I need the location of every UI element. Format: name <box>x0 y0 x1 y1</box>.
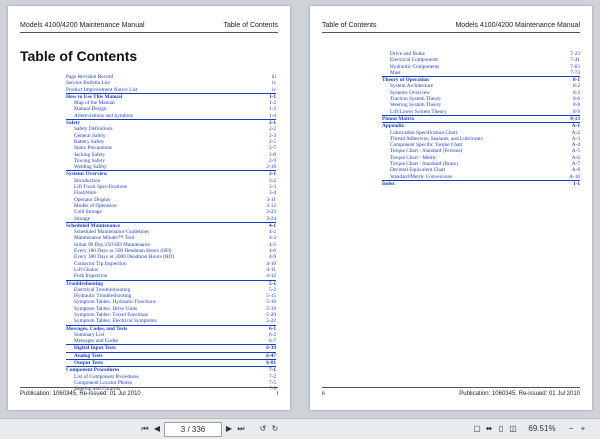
toc-entry-title: Map of the Manual <box>74 100 115 107</box>
toc-entry-title: Symptom Tables: Drive Units <box>74 305 138 312</box>
toc-entry-title: Lift Truck Specifications <box>74 184 127 191</box>
toc-section-entry[interactable] <box>66 93 276 100</box>
toc-entry-title: Product Improvement Notice List <box>66 86 138 93</box>
toc-entry-page: A-3 <box>571 135 580 142</box>
toc-entry-page: 7-5 <box>268 379 276 386</box>
fit-width-icon[interactable]: ⬌ <box>485 424 493 433</box>
toc-entry-title: Decimal Equivalent Chart <box>390 167 446 174</box>
two-page-icon[interactable]: ◫ <box>509 424 517 433</box>
toc-entry-title: Torque Chart - Standard (Brass) <box>390 161 458 168</box>
page-title: Table of Contents <box>20 48 138 64</box>
toc-entry-title: Drive and Brake <box>390 51 426 57</box>
toc-section-entry[interactable] <box>382 115 580 122</box>
toc-list <box>66 74 276 393</box>
toc-entry-title: Operator Display <box>74 196 111 203</box>
toc-entry-page: 2-8 <box>268 151 276 158</box>
toc-entry-page: 6-39 <box>266 345 276 352</box>
toc-entry-title: Analog Tests <box>74 352 103 359</box>
toc-entry-page: 3-4 <box>268 190 276 197</box>
toc-entry-page: 7-41 <box>570 57 580 64</box>
header-left: Table of Contents <box>322 22 377 29</box>
toc-entry-page: 5-22 <box>266 318 276 325</box>
toc-entry-page: 7-1 <box>268 367 276 374</box>
toc-entry-page: 6-2 <box>268 331 276 338</box>
toc-entry-page: 6-7 <box>268 338 276 345</box>
toc-entry-title: Thread Adhesives, Sealants, and Lubricants <box>390 135 483 142</box>
toc-entry-title: Towing Safety <box>74 157 105 164</box>
toc-entry-page: 8-2 <box>572 83 580 90</box>
toc-entry-title: Manual Design <box>74 106 107 113</box>
toc-entry-title: Standard/Metric Conversions <box>390 173 453 180</box>
toc-entry-page: 1-3 <box>268 106 276 113</box>
toc-entry-title: Page Revision Record <box>66 74 114 80</box>
toc-entry-title: Output Tests <box>74 360 103 367</box>
toc-entry-page: 8-9 <box>572 108 580 115</box>
toc-entry-page: iv <box>271 80 276 87</box>
toc-entry-title: Torque Chart - Metric <box>390 154 437 161</box>
toc-entry-page: A-5 <box>571 148 580 155</box>
toc-section-entry[interactable] <box>66 119 276 126</box>
toc-section-entry[interactable] <box>382 76 580 83</box>
toc-entry-title: List of Component Procedures <box>74 373 139 380</box>
toc-entry-page: I-1 <box>573 180 580 187</box>
page-footer <box>322 387 580 400</box>
toc-entry-page: 5-16 <box>266 299 276 306</box>
toc-section-entry[interactable] <box>66 222 276 229</box>
toc-entry-title: Initial 90 Day/250 HD Maintenance <box>74 241 151 248</box>
toc-entry-title: Summary List <box>74 331 105 338</box>
toc-entry-page: 4-11 <box>266 266 276 273</box>
footer-left: Publication: 1060345, Re-issued: 01 Jul 2010 <box>20 391 141 397</box>
toc-entry-title: Troubleshooting <box>66 280 103 287</box>
toc-section-entry[interactable] <box>382 122 580 129</box>
page-header <box>322 22 580 33</box>
first-page-icon[interactable]: ⏮ <box>141 424 149 433</box>
toc-entry-title: Hydraulic Troubleshooting <box>74 293 132 300</box>
toc-entry-title: Theory of Operation <box>382 77 429 84</box>
toc-entry[interactable] <box>66 352 276 359</box>
toc-entry-page: A-4 <box>571 142 580 149</box>
toc-entry-page: A-7 <box>571 161 580 168</box>
toc-entry-page: 2-5 <box>268 138 276 145</box>
toc-entry-page: 3-2 <box>268 177 276 184</box>
toc-entry-page: 2-9 <box>268 157 276 164</box>
toc-entry-title: System Architecture <box>390 83 434 90</box>
toc-entry-page: A-10 <box>569 173 580 180</box>
toc-entry-title: Every 180 Days or 500 Deadman Hours (HD) <box>74 248 172 255</box>
next-page-icon[interactable]: ▶ <box>225 424 233 433</box>
toc-entry-title: Lift Chains <box>74 266 98 273</box>
toc-entry-title: Hydraulic Components <box>390 63 440 70</box>
toc-entry-page: 5-1 <box>268 280 276 287</box>
toc-entry-page: A-1 <box>571 123 580 130</box>
toc-entry-page: 4-1 <box>268 222 276 229</box>
toc-entry-title: Service Bulletin List <box>66 80 110 87</box>
footer-left: ii <box>322 391 325 397</box>
toc-entry-title: Steering System Theory <box>390 102 442 109</box>
toc-entry-title: Component Locator Photos <box>74 379 133 386</box>
toc-entry-page: 5-15 <box>266 293 276 300</box>
toc-entry-page: 1-1 <box>268 93 276 100</box>
toc-entry-title: Scheduled Maintenance <box>66 222 121 229</box>
toc-entry-page: 7-73 <box>570 69 580 76</box>
single-page-icon[interactable]: ▯ <box>498 424 504 433</box>
header-right: Models 4100/4200 Maintenance Manual <box>455 22 580 29</box>
toc-entry-page: iv <box>271 86 276 93</box>
toc-entry-title: Every 360 Days or 2000 Deadman Hours (HD) <box>74 254 175 261</box>
toc-entry-page: 3-1 <box>268 171 276 178</box>
toc-entry-title: Symptom Tables: Travel Functions <box>74 311 149 318</box>
toc-entry-page: 8-13 <box>570 115 580 122</box>
toc-entry-page: 8-3 <box>572 89 580 96</box>
toc-entry-page: 4-6 <box>268 248 276 255</box>
toc-entry[interactable] <box>66 344 276 351</box>
page-header <box>20 22 278 33</box>
toc-entry-page: 1-4 <box>268 112 276 119</box>
toc-entry-page: 4-2 <box>268 229 276 236</box>
toc-section-entry[interactable] <box>66 366 276 373</box>
toc-entry-title: Appendix <box>382 123 405 130</box>
toc-entry-page: A-2 <box>571 129 580 136</box>
zoom-level[interactable]: 69.51% <box>528 424 556 433</box>
toc-entry-title: Contactor Tip Inspection <box>74 260 127 267</box>
toc-entry-page: 7-63 <box>570 63 580 70</box>
toc-entry-page: 6-81 <box>266 360 276 367</box>
toc-entry-title: Electrical Troubleshooting <box>74 286 131 293</box>
toc-entry-page: 3-23 <box>266 209 276 216</box>
last-page-icon[interactable]: ⏭ <box>237 424 245 433</box>
toc-entry-page: 3-24 <box>266 215 276 222</box>
rotate-cw-icon[interactable]: ↻ <box>271 424 279 433</box>
toc-entry-title: Maintenance Minder™ Tool <box>74 235 135 242</box>
toc-entry-title: FlashWare <box>74 190 97 197</box>
previous-page-icon[interactable]: ◀ <box>153 424 161 433</box>
footer-right: i <box>276 391 278 397</box>
toc-entry-title: Component Procedures <box>66 367 120 374</box>
footer-right: Publication: 1060345, Re-issued: 01 Jul 2010 <box>459 391 580 397</box>
toc-entry-page: 2-1 <box>268 120 276 127</box>
toc-entry-page: 4-12 <box>266 273 276 280</box>
toc-entry-page: 5-20 <box>266 311 276 318</box>
toc-entry-title: Systems Overview <box>390 89 430 96</box>
toc-section-entry[interactable] <box>382 180 580 187</box>
toc-list <box>382 51 580 187</box>
zoom-in-icon[interactable]: + <box>580 424 586 433</box>
toc-entry-page: 7-23 <box>570 51 580 57</box>
toc-entry-title: Introduction <box>74 177 101 184</box>
toc-entry-page: 2-2 <box>268 126 276 133</box>
toc-entry-title: Lubrication Specification Chart <box>390 129 458 136</box>
fit-page-icon[interactable]: ▢ <box>473 424 481 433</box>
toc-entry-title: Messages and Codes <box>74 338 119 345</box>
toc-entry-title: Scheduled Maintenance Guidelines <box>74 229 150 236</box>
viewer-toolbar <box>0 418 600 439</box>
toc-entry-title: Component Specific Torque Chart <box>390 142 463 149</box>
toc-entry-title: Storage <box>74 215 91 222</box>
toc-entry-title: Torque Chart - Standard (Ferrous) <box>390 148 463 155</box>
toc-entry-page: 2-7 <box>268 145 276 152</box>
toc-entry-page: 4-9 <box>268 254 276 261</box>
toc-entry-page: 8-1 <box>572 77 580 84</box>
toc-entry-page: 3-11 <box>266 196 276 203</box>
toc-entry-title: Cold Storage <box>74 209 102 216</box>
toc-entry-page: 3-3 <box>268 184 276 191</box>
header-left: Models 4100/4200 Maintenance Manual <box>20 22 145 29</box>
toc-entry-title: Steering and Controls <box>74 386 121 393</box>
toc-entry-page: 3-12 <box>266 202 276 209</box>
toc-entry-page: 1-2 <box>268 100 276 107</box>
toc-entry-title: Index <box>382 180 395 187</box>
toc-entry-title: Systems Overview <box>66 171 108 178</box>
toc-entry-title: Messages, Codes, and Tests <box>66 325 128 332</box>
toc-entry-page: 2-10 <box>266 164 276 171</box>
toc-entry-title: Lift/Lower System Theory <box>390 108 447 115</box>
toc-section-entry[interactable] <box>66 280 276 287</box>
toc-entry-title: Welding Safety <box>74 164 107 171</box>
toc-entry[interactable] <box>66 359 276 366</box>
left-page <box>8 6 290 410</box>
toc-entry-title: Abbreviations and Symbols <box>74 112 133 119</box>
page-number-input[interactable]: 3 / 336 <box>164 422 222 437</box>
toc-entry-page: A-8 <box>571 167 580 174</box>
toc-entry-title: Battery Safety <box>74 138 105 145</box>
toc-entry-title: Symptom Tables: Electrical Symptoms <box>74 318 157 325</box>
toc-entry-title: How to Use This Manual <box>66 93 123 100</box>
toc-entry-title: Safety Definitions <box>74 126 113 133</box>
toc-entry-page: 4-10 <box>266 260 276 267</box>
toc-entry-page: 8-6 <box>572 96 580 103</box>
toc-entry-title: General Safety <box>74 132 106 139</box>
right-page <box>310 6 592 410</box>
toc-entry-page: 5-19 <box>266 305 276 312</box>
toc-entry-page: 4-5 <box>268 241 276 248</box>
toc-section-entry[interactable] <box>66 170 276 177</box>
toc-entry-title: Digital Input Tests <box>74 345 116 352</box>
toc-entry-page: iii <box>271 74 276 80</box>
toc-entry-title: Traction System Theory <box>390 96 442 103</box>
toc-entry-title: Electrical Components <box>390 57 439 64</box>
rotate-ccw-icon[interactable]: ↺ <box>259 424 267 433</box>
toc-entry-title: Mast <box>390 69 401 76</box>
toc-entry-title: Fork Inspection <box>74 273 108 280</box>
zoom-out-icon[interactable]: − <box>568 424 574 433</box>
toc-entry-page: 2-3 <box>268 132 276 139</box>
toc-entry-title: Symptom Tables: Hydraulic Functions <box>74 299 156 306</box>
toc-entry-page: 5-2 <box>268 286 276 293</box>
toc-entry-page: 6-1 <box>268 325 276 332</box>
page-footer <box>20 387 278 400</box>
toc-entry-title: Jacking Safety <box>74 151 106 158</box>
toc-entry-title: Safety <box>66 120 81 127</box>
toc-entry-page: 6-47 <box>266 352 276 359</box>
toc-section-entry[interactable] <box>66 325 276 332</box>
toc-entry-page: 7-2 <box>268 373 276 380</box>
toc-entry-page: A-6 <box>571 154 580 161</box>
header-right: Table of Contents <box>223 22 278 29</box>
toc-entry-title: Pinout Matrix <box>382 115 415 122</box>
toc-entry-page: 4-3 <box>268 235 276 242</box>
toc-entry-title: Static Precautions <box>74 145 113 152</box>
toc-entry-title: Modes of Operation <box>74 202 117 209</box>
toc-entry-page: 8-8 <box>572 102 580 109</box>
toc-entry-page: 7-9 <box>268 386 276 393</box>
